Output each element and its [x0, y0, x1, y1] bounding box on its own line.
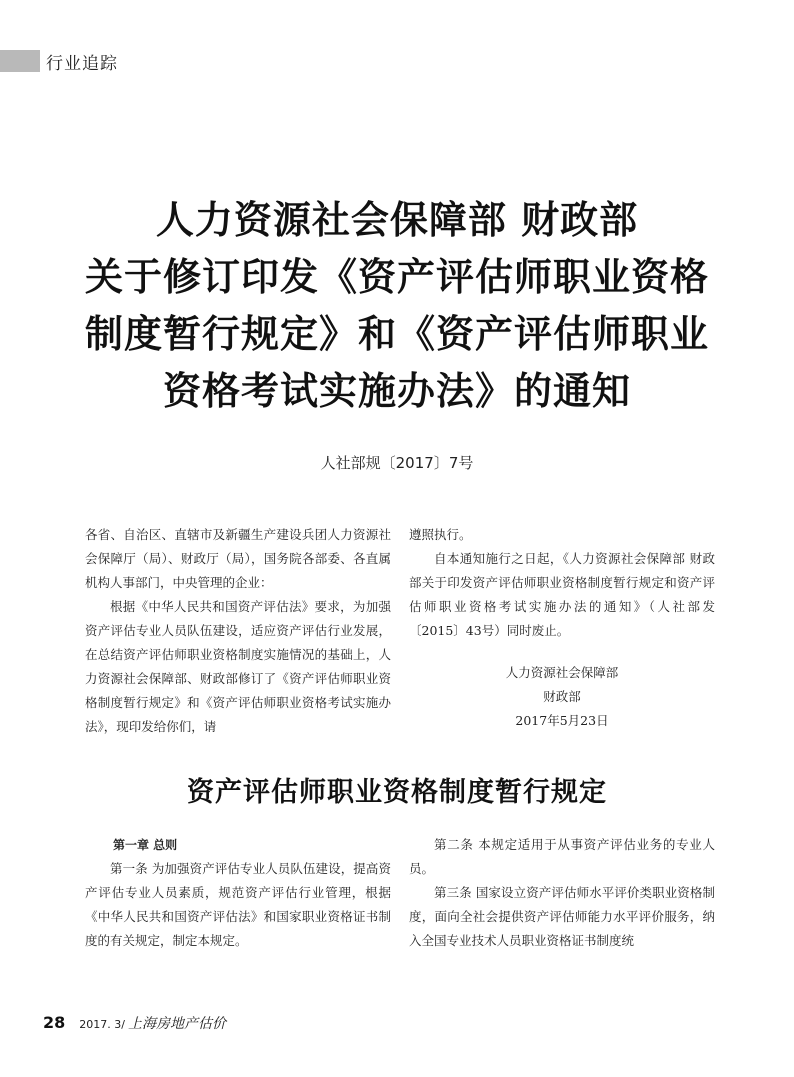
title-line: 人力资源社会保障部 财政部: [155, 198, 639, 242]
notice-left-column: [85, 523, 391, 739]
regulation-left-column: [85, 833, 391, 953]
page-number: 28: [43, 1013, 66, 1032]
journal-name: 上海房地产估价: [127, 1016, 226, 1032]
signature-org: 人力资源社会保障部: [505, 665, 619, 680]
section-tag-label: 行业追踪: [46, 53, 118, 74]
document-number: 人社部规〔2017〕7号: [320, 454, 474, 472]
signature-block: [409, 661, 715, 733]
article-paragraph: 第二条 本规定适用于从事资产评估业务的专业人员。: [409, 837, 715, 876]
notice-addressee: 各省、自治区、直辖市及新疆生产建设兵团人力资源社会保障厅（局）、财政厅（局），国务院各部委、各直属机构人事部门，中央管理的企业：: [85, 527, 391, 590]
issue-label: 2017. 3/: [79, 1018, 125, 1031]
section-tag: [0, 50, 118, 72]
notice-right-column: [409, 523, 715, 733]
title-line: 资格考试实施办法》的通知: [162, 369, 631, 413]
signature-date: 2017年5月23日: [515, 713, 609, 728]
article-paragraph: 第三条 国家设立资产评估师水平评价类职业资格制度，面向全社会提供资产评估师能力水平评价服务，纳入全国专业技术人员职业资格证书制度统: [409, 885, 715, 948]
chapter-heading: 第一章 总则: [113, 838, 178, 852]
section-tag-bar: [0, 50, 40, 72]
title-line: 关于修订印发《资产评估师职业资格: [84, 255, 709, 299]
main-title: [60, 192, 734, 420]
notice-paragraph: 遵照执行。: [409, 527, 472, 542]
regulation-title: 资产评估师职业资格制度暂行规定: [187, 777, 607, 808]
notice-paragraph: 根据《中华人民共和国资产评估法》要求，为加强资产评估专业人员队伍建设，适应资产评估行业发展，在总结资产评估师职业资格制度实施情况的基础上，人力资源社会保障部、财政部修订了《资产评估师职业资格制度暂行规定》和《资产评估师职业资格考试实施办法》，现印发给你们，请: [85, 599, 391, 734]
signature-org: 财政部: [543, 689, 581, 704]
notice-paragraph: 自本通知施行之日起，《人力资源社会保障部 财政部关于印发资产评估师职业资格制度暂行规定和资产评估师职业资格考试实施办法的通知》（人社部发〔2015〕43号）同时废止。: [409, 551, 715, 638]
title-line: 制度暂行规定》和《资产评估师职业: [84, 312, 709, 356]
article-paragraph: 第一条 为加强资产评估专业人员队伍建设，提高资产评估专业人员素质，规范资产评估行业管理，根据《中华人民共和国资产评估法》和国家职业资格证书制度的有关规定，制定本规定。: [85, 861, 391, 948]
page-footer: [43, 1013, 226, 1033]
regulation-right-column: [409, 833, 715, 953]
